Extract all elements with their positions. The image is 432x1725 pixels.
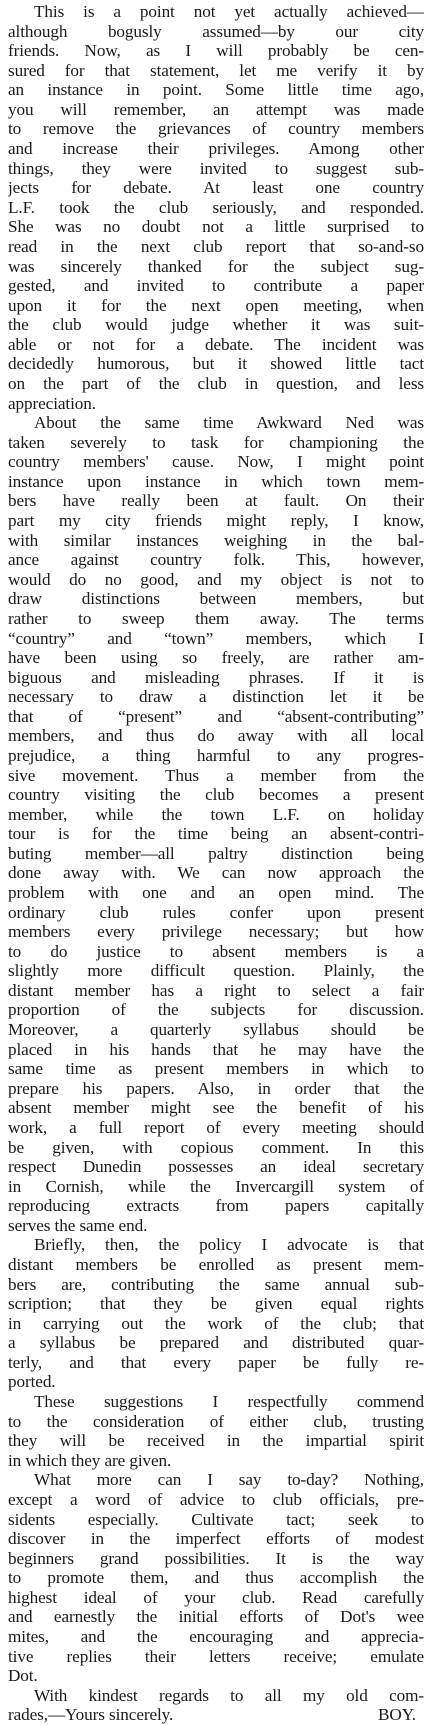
- text-line: to do justice to absent members is a: [8, 941, 424, 961]
- text-line: part my city friends might reply, I know,: [8, 511, 424, 531]
- paragraph: [8, 2, 424, 413]
- text-line: biguous and misleading phrases. If it is: [8, 667, 424, 687]
- text-line: distant members be enrolled as present mem-: [8, 1255, 424, 1274]
- text-line: sidents especially. Cultivate tact; seek to: [8, 1509, 424, 1529]
- paragraph: [8, 413, 424, 1235]
- text-line: bers have really been at fault. On their: [8, 491, 424, 511]
- text-line: things, they were invited to suggest sub-: [8, 158, 424, 178]
- paragraph: [8, 1235, 424, 1392]
- text-line: country members' cause. Now, I might point: [8, 452, 424, 472]
- text-line: was sincerely thanked for the subject sug-: [8, 256, 424, 276]
- text-line: tive replies their letters receive; emulate: [8, 1646, 424, 1666]
- paragraph: [8, 1392, 424, 1470]
- text-line: proportion of the subjects for discussion.: [8, 1000, 424, 1020]
- text-line: appreciation.: [8, 393, 96, 413]
- text-line: decidedly humorous, but it showed little tact: [8, 354, 424, 374]
- text-line: highest ideal of your club. Read carefully: [8, 1587, 424, 1607]
- text-line: read in the next club report that so-and-so: [8, 236, 424, 256]
- closing-salutation: rades,—Yours sincerely.: [8, 1705, 174, 1725]
- text-line: able or not for a debate. The incident was: [8, 334, 424, 354]
- text-line: “country” and “town” members, which I: [8, 628, 424, 648]
- text-line: upon it for the next open meeting, when: [8, 295, 424, 315]
- text-line: necessary to draw a distinction let it be: [8, 687, 424, 707]
- text-line: sive movement. Thus a member from the: [8, 765, 424, 785]
- text-line: These suggestions I respectfully commend: [34, 1392, 424, 1412]
- text-line: to remove the grievances of country members: [8, 119, 424, 139]
- text-line: absent member might see the benefit of his: [8, 1098, 424, 1118]
- text-line: reproducing extracts from papers capitally: [8, 1196, 424, 1216]
- text-line: beginners grand possibilities. It is the way: [8, 1548, 424, 1568]
- text-line: About the same time Awkward Ned was: [34, 413, 424, 433]
- text-line: gested, and invited to contribute a paper: [8, 276, 424, 296]
- text-line: prepare his papers. Also, in order that the: [8, 1078, 424, 1098]
- text-line: done away with. We can now approach the: [8, 863, 424, 883]
- text-line: except a word of advice to club officials, pre-: [8, 1489, 424, 1509]
- text-line: with similar instances weighing in the bal-: [8, 530, 424, 550]
- text-line: She was no doubt not a little surprised to: [8, 217, 424, 237]
- text-line: they will be received in the impartial spirit: [8, 1431, 424, 1451]
- text-line: bers are, contributing the same annual sub-: [8, 1274, 424, 1294]
- text-line: you will remember, an attempt was made: [8, 99, 424, 119]
- text-line: draw distinctions between members, but: [8, 589, 424, 609]
- text-line: same time as present members in which to: [8, 1059, 424, 1079]
- article-body: [8, 2, 424, 1686]
- text-line: rather to sweep them away. The terms: [8, 608, 424, 628]
- text-line: What more can I say to-day? Nothing,: [34, 1470, 424, 1490]
- text-line: serves the same end.: [8, 1215, 148, 1235]
- text-line: that of “present” and “absent-contributing”: [8, 706, 424, 726]
- closing-signoff: [8, 1705, 424, 1725]
- text-line: terly, and that every paper be fully re-: [8, 1352, 424, 1372]
- text-line: Moreover, a quarterly syllabus should be: [8, 1020, 424, 1040]
- text-line: jects for debate. At least one country: [8, 178, 424, 198]
- text-line: have been using so freely, are rather am-: [8, 648, 424, 668]
- text-line: work, a full report of every meeting should: [8, 1117, 424, 1137]
- text-line: This is a point not yet actually achieved—: [34, 2, 424, 21]
- text-line: to promote them, and thus accomplish the: [8, 1568, 424, 1588]
- text-line: slightly more difficult question. Plainly, the: [8, 961, 424, 981]
- text-line: discover in the imperfect efforts of modest: [8, 1529, 424, 1549]
- text-line: in Cornish, while the Invercargill system of: [8, 1176, 424, 1196]
- text-line: mites, and the encouraging and apprecia-: [8, 1626, 424, 1646]
- text-line: to the consideration of either club, trusting: [8, 1411, 424, 1431]
- text-line: in carrying out the work of the club; that: [8, 1313, 424, 1333]
- signature: BOY.: [378, 1705, 416, 1725]
- text-line: tour is for the time being an absent-contri-: [8, 824, 424, 844]
- text-line: country visiting the club becomes a present: [8, 785, 424, 805]
- text-line: and earnestly the initial efforts of Dot's wee: [8, 1607, 424, 1627]
- text-line: scription; that they be given equal rights: [8, 1294, 424, 1314]
- text-line: and increase their privileges. Among other: [8, 139, 424, 159]
- text-line: placed in his hands that he may have the: [8, 1039, 424, 1059]
- text-line: distant member has a right to select a fair: [8, 980, 424, 1000]
- text-line: Briefly, then, the policy I advocate is that: [34, 1235, 424, 1255]
- text-line: problem with one and an open mind. The: [8, 883, 424, 903]
- text-line: an instance in point. Some little time ago,: [8, 80, 424, 100]
- text-line: instance upon instance in which town mem-: [8, 471, 424, 491]
- text-line: be given, with copious comment. In this: [8, 1137, 424, 1157]
- text-line: although bogusly assumed—by our city: [8, 21, 424, 41]
- closing-line: With kindest regards to all my old com-: [34, 1685, 424, 1705]
- text-line: in which they are given.: [8, 1450, 172, 1470]
- text-line: Dot.: [8, 1666, 38, 1686]
- text-line: friends. Now, as I will probably be cen-: [8, 41, 424, 61]
- text-line: taken severely to task for championing the: [8, 432, 424, 452]
- text-line: member, while the town L.F. on holiday: [8, 804, 424, 824]
- text-line: ance against country folk. This, however,: [8, 550, 424, 570]
- text-line: the club would judge whether it was suit-: [8, 315, 424, 335]
- text-line: ported.: [8, 1372, 56, 1392]
- paragraph: [8, 1470, 424, 1685]
- text-line: a syllabus be prepared and distributed quar-: [8, 1333, 424, 1353]
- closing-paragraph: [8, 1686, 424, 1725]
- text-line: respect Dunedin possesses an ideal secretary: [8, 1157, 424, 1177]
- text-line: ordinary club rules confer upon present: [8, 902, 424, 922]
- text-line: members, and thus do away with all local: [8, 726, 424, 746]
- text-line: L.F. took the club seriously, and responded.: [8, 197, 424, 217]
- text-line: on the part of the club in question, and less: [8, 373, 424, 393]
- text-line: prejudice, a thing harmful to any progres-: [8, 745, 424, 765]
- text-line: members every privilege necessary; but how: [8, 922, 424, 942]
- text-line: sured for that statement, let me verify it by: [8, 60, 424, 80]
- text-line: would do no good, and my object is not to: [8, 569, 424, 589]
- text-line: buting member—all paltry distinction being: [8, 843, 424, 863]
